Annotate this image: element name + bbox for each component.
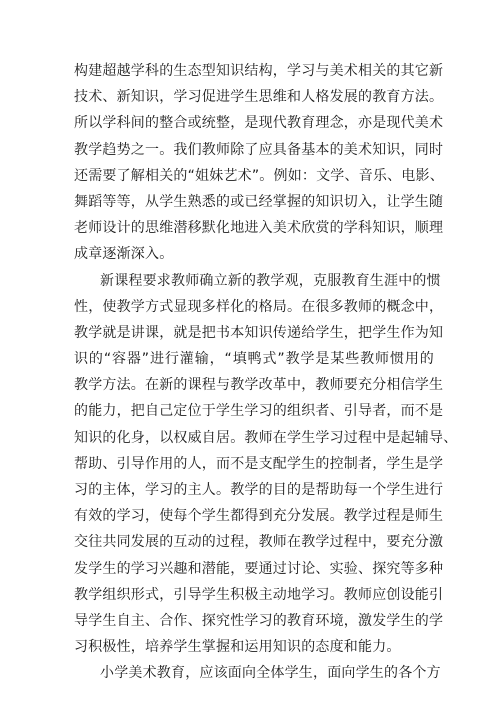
text-line: 教学组织形式，引导学生积极主动地学习。教师应创设能引	[74, 586, 444, 603]
text-line: 所以学科间的整合或统整，是现代教育理念，亦是现代美术	[74, 115, 444, 132]
text-line: 成章逐渐深入。	[74, 246, 174, 263]
text-line: 教学方法。在新的课程与教学改革中，教师要充分相信学生	[74, 377, 444, 394]
paragraph-start-line: 新课程要求教师确立新的教学观，克服教育生涯中的惯	[100, 272, 441, 289]
text-line: 技术、新知识，学习促进学生思维和人格发展的教育方法。	[74, 89, 444, 106]
text-line: 性，使教学方式显现多样化的格局。在很多教师的概念中，	[74, 298, 444, 315]
text-line: 帮助、引导作用的人，而不是支配学生的控制者，学生是学	[74, 455, 444, 472]
text-line: 老师设计的思维潜移默化地进入美术欣赏的学科知识，顺理	[74, 220, 444, 237]
text-line: 舞蹈等等，从学生熟悉的或已经掌握的知识切入，让学生随	[74, 193, 444, 210]
text-line: 习的主体，学习的主人。教学的目的是帮助每一个学生进行	[74, 482, 444, 498]
body-text	[74, 58, 458, 687]
text-line: 教学趋势之一。我们教师除了应具备基本的美术知识，同时	[74, 141, 444, 158]
text-line: 习积极性，培养学生掌握和运用知识的态度和能力。	[74, 639, 401, 656]
text-line: 有效的学习，使每个学生都得到充分发展。教学过程是师生	[74, 508, 444, 525]
text-line: 导学生自主、合作、探究性学习的教育环境，激发学生的学	[74, 612, 444, 629]
text-line: 的能力，把自己定位于学生学习的组织者、引导者，而不是	[74, 403, 444, 420]
text-line: 还需要了解相关的“姐妹艺术”。例如：文学、音乐、电影、	[74, 167, 444, 184]
paragraph-start-line: 小学美术教育，应该面向全体学生，面向学生的各个方	[100, 665, 441, 682]
text-line: 发学生的学习兴趣和潜能，要通过讨论、实验、探究等多种	[74, 560, 444, 577]
text-line: 教学就是讲课，就是把书本知识传递给学生，把学生作为知	[74, 324, 444, 341]
text-line: 构建超越学科的生态型知识结构，学习与美术相关的其它新	[74, 63, 444, 79]
text-line: 知识的化身，以权威自居。教师在学生学习过程中是起辅导、	[74, 429, 458, 446]
text-line: 识的“容器”进行灌输，“填鸭式”教学是某些教师惯用的	[74, 351, 434, 368]
text-line: 交往共同发展的互动的过程，教师在教学过程中，要充分激	[74, 534, 444, 551]
